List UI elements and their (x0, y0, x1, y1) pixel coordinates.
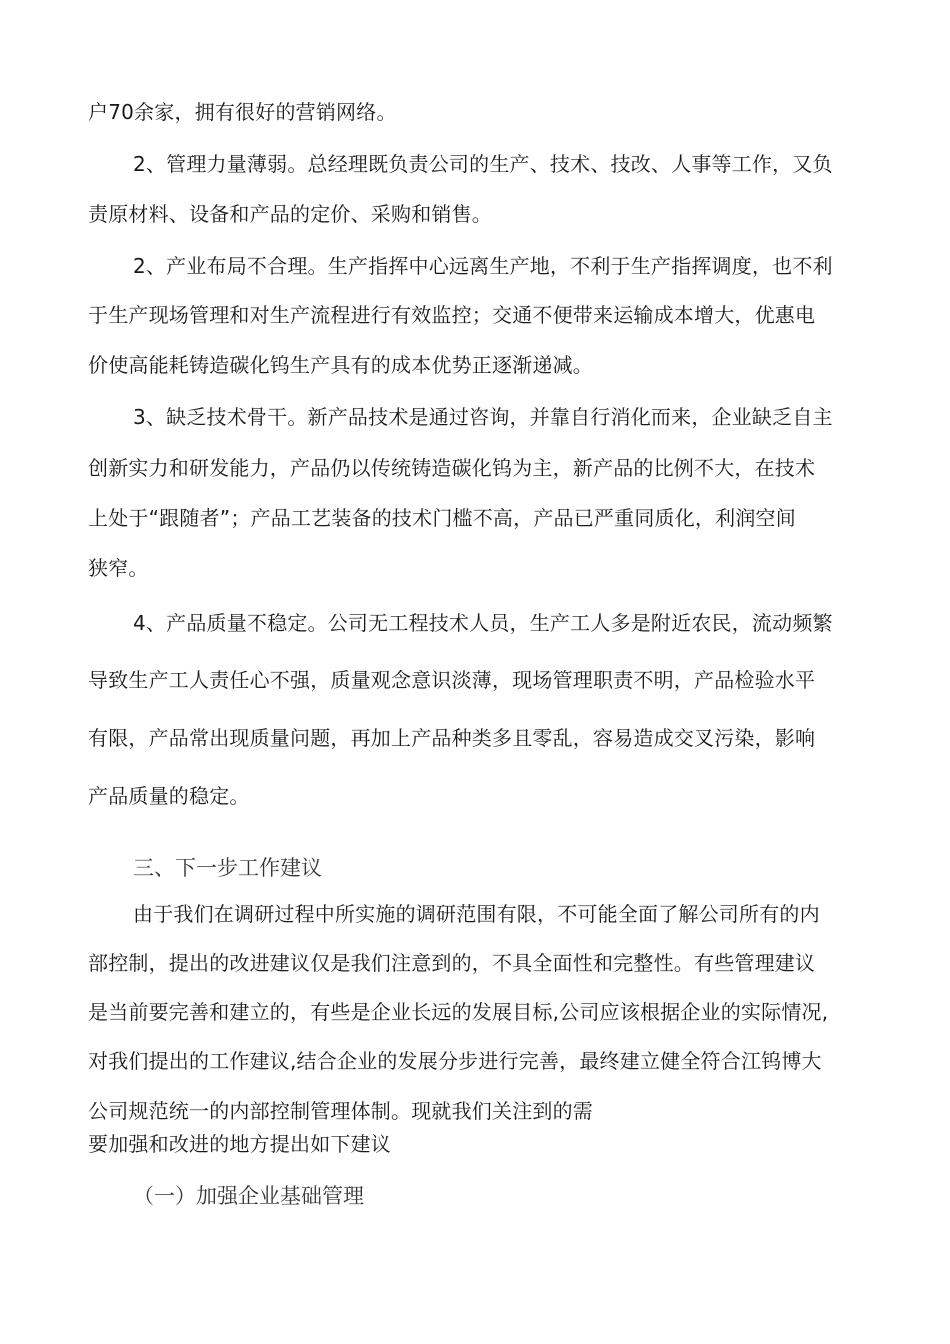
paragraph-line: 由于我们在调研过程中所实施的调研范围有限，不可能全面了解公司所有的内 (133, 902, 820, 926)
paragraph-line: 对我们提出的工作建议,结合企业的发展分步进行完善，最终建立健全符合江钨博大 (88, 1049, 822, 1073)
paragraph-line: 狭窄。 (88, 556, 149, 580)
subsection-heading: （一）加强企业基础管理 (133, 1184, 364, 1208)
paragraph-line: 有限，产品常出现质量问题，再加上产品种类多且零乱，容易造成交叉污染，影响 (88, 726, 816, 750)
paragraph-line: 上处于“跟随者”；产品工艺装备的技术门槛不高，产品已严重同质化，利润空间 (88, 506, 796, 530)
paragraph-line: 部控制，提出的改进建议仅是我们注意到的，不具全面性和完整性。有些管理建议 (88, 951, 816, 975)
paragraph-line: 于生产现场管理和对生产流程进行有效监控；交通不便带来运输成本增大，优惠电 (88, 303, 816, 327)
paragraph-line: 2、产业布局不合理。生产指挥中心远离生产地，不利于生产指挥调度，也不利 (133, 254, 833, 278)
paragraph-line: 2、管理力量薄弱。总经理既负责公司的生产、技术、技改、人事等工作，又负 (133, 152, 833, 176)
paragraph-line: 责原材料、设备和产品的定价、采购和销售。 (88, 202, 492, 226)
paragraph-line: 4、产品质量不稳定。公司无工程技术人员，生产工人多是附近农民，流动频繁 (133, 611, 833, 635)
paragraph-line: 导致生产工人责任心不强，质量观念意识淡薄，现场管理职责不明，产品检验水平 (88, 668, 816, 692)
paragraph-line: 是当前要完善和建立的，有些是企业长远的发展目标,公司应该根据企业的实际情况, (88, 1000, 829, 1024)
paragraph-line: 产品质量的稳定。 (88, 784, 250, 808)
paragraph-line: 公司规范统一的内部控制管理体制。现就我们关注到的需 (88, 1099, 593, 1123)
section-heading: 三、下一步工作建议 (133, 856, 322, 880)
paragraph-line: 创新实力和研发能力，产品仍以传统铸造碳化钨为主，新产品的比例不大，在技术 (88, 456, 816, 480)
paragraph-line: 3、缺乏技术骨干。新产品技术是通过咨询，并靠自行消化而来，企业缺乏自主 (133, 405, 833, 429)
paragraph-line: 价使高能耗铸造碳化钨生产具有的成本优势正逐渐递减。 (88, 353, 593, 377)
paragraph-line: 要加强和改进的地方提出如下建议 (88, 1132, 391, 1156)
paragraph-line: 户70余家，拥有很好的营销网络。 (88, 100, 397, 124)
